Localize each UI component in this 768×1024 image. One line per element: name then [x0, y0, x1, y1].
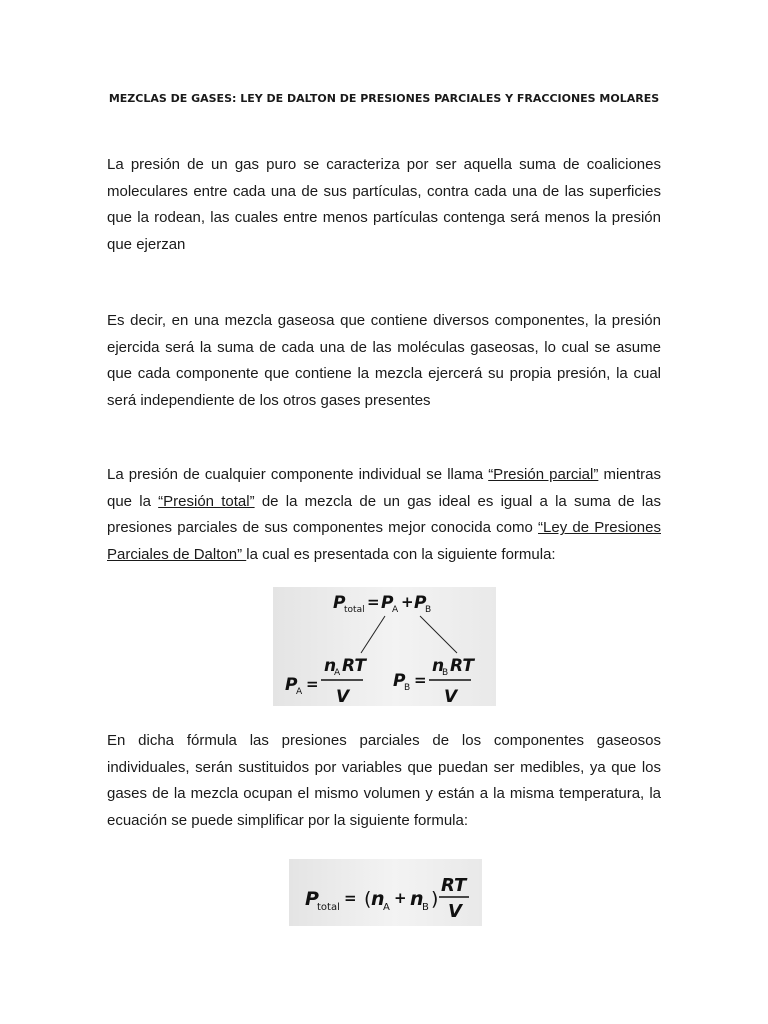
formula-dalton-law-image	[273, 587, 496, 706]
formula-symbol: P	[305, 888, 319, 910]
formula-symbol: P	[333, 593, 346, 613]
term-total-pressure: “Presión total”	[158, 492, 255, 510]
formula-symbol: P	[381, 593, 394, 613]
formula-subscript: B	[404, 683, 411, 693]
formula-symbol: P	[285, 675, 298, 695]
formula-operator: =	[306, 675, 319, 693]
term-partial-pressure: “Presión parcial”	[488, 466, 599, 483]
formula-subscript: B	[422, 902, 429, 913]
formula-symbol: n	[410, 888, 424, 910]
formula-subscript: A	[334, 668, 341, 678]
formula-symbol: P	[393, 671, 406, 691]
term-dalton-law: “Ley de Presiones Parciales de Dalton”	[107, 519, 661, 564]
formula-symbol: V	[444, 687, 458, 706]
text-segment: de la mezcla de un gas ideal es igual a la suma de las presiones parciales de sus componentes mejor conocida como	[107, 492, 661, 537]
formula-subscript: A	[383, 902, 390, 913]
formula-symbol: V	[448, 901, 462, 922]
text-segment: mientras que la	[107, 466, 661, 510]
paragraph-formula-explanation: En dicha fórmula las presiones parciales de los componentes gaseosos individuales, serán sustituidos por variables que puedan ser medibles, ya que los gases de la mezcla ocupan el mismo volumen y están a la misma temperatura, la ecuación se puede simplificar por la siguiente formula:	[107, 732, 661, 830]
connector-line-b	[420, 616, 457, 653]
formula-symbol: n	[324, 656, 337, 676]
formula-subscript: B	[442, 668, 449, 678]
formula-paren: (	[364, 888, 372, 910]
formula-operator: +	[401, 593, 414, 611]
formula-subscript: A	[296, 687, 303, 697]
formula-operator: =	[344, 889, 357, 907]
text-segment: La presión de cualquier componente individual se llama	[107, 466, 489, 483]
formula-operator: =	[414, 671, 427, 689]
formula-symbol: n	[432, 656, 445, 676]
paragraph-pressure-definition: La presión de un gas puro se caracteriza por ser aquella suma de coaliciones moleculares entre cada una de sus partículas, contra cada una de las superficies que la rodean, las cuales entre menos partículas contenga será menos la presión que ejerzan	[107, 156, 661, 254]
formula-symbol: n	[371, 888, 385, 910]
formula-symbol: V	[336, 687, 350, 706]
formula-subscript: total	[317, 902, 340, 913]
paragraph-gas-mixture: Es decir, en una mezcla gaseosa que contiene diversos componentes, la presión ejercida será la suma de cada una de las moléculas gaseosas, lo cual se asume que cada componente que contiene la mezcla ejercerá su propia presión, la cual será independiente de los otros gases presentes	[107, 312, 661, 410]
text-segment: la cual es presentada con la siguiente formula:	[246, 546, 556, 564]
formula-operator: +	[394, 889, 407, 907]
formula-dalton-law-graphic	[273, 587, 496, 706]
formula-symbol: RT	[441, 875, 467, 896]
formula-subscript: B	[425, 605, 432, 615]
formula-symbol: RT	[450, 656, 474, 676]
connector-line-a	[361, 616, 385, 653]
formula-symbol: P	[414, 593, 427, 613]
formula-symbol: RT	[342, 656, 366, 676]
formula-paren: )	[431, 888, 439, 910]
formula-simplified-image	[289, 859, 482, 926]
page-title: MEZCLAS DE GASES: LEY DE DALTON DE PRESIONES PARCIALES Y FRACCIONES MOLARES	[108, 92, 660, 105]
paragraph-dalton-law	[107, 462, 661, 569]
formula-operator: =	[367, 593, 380, 611]
formula-subscript: A	[392, 605, 399, 615]
formula-subscript: total	[344, 605, 365, 615]
formula-simplified-graphic	[289, 859, 482, 926]
